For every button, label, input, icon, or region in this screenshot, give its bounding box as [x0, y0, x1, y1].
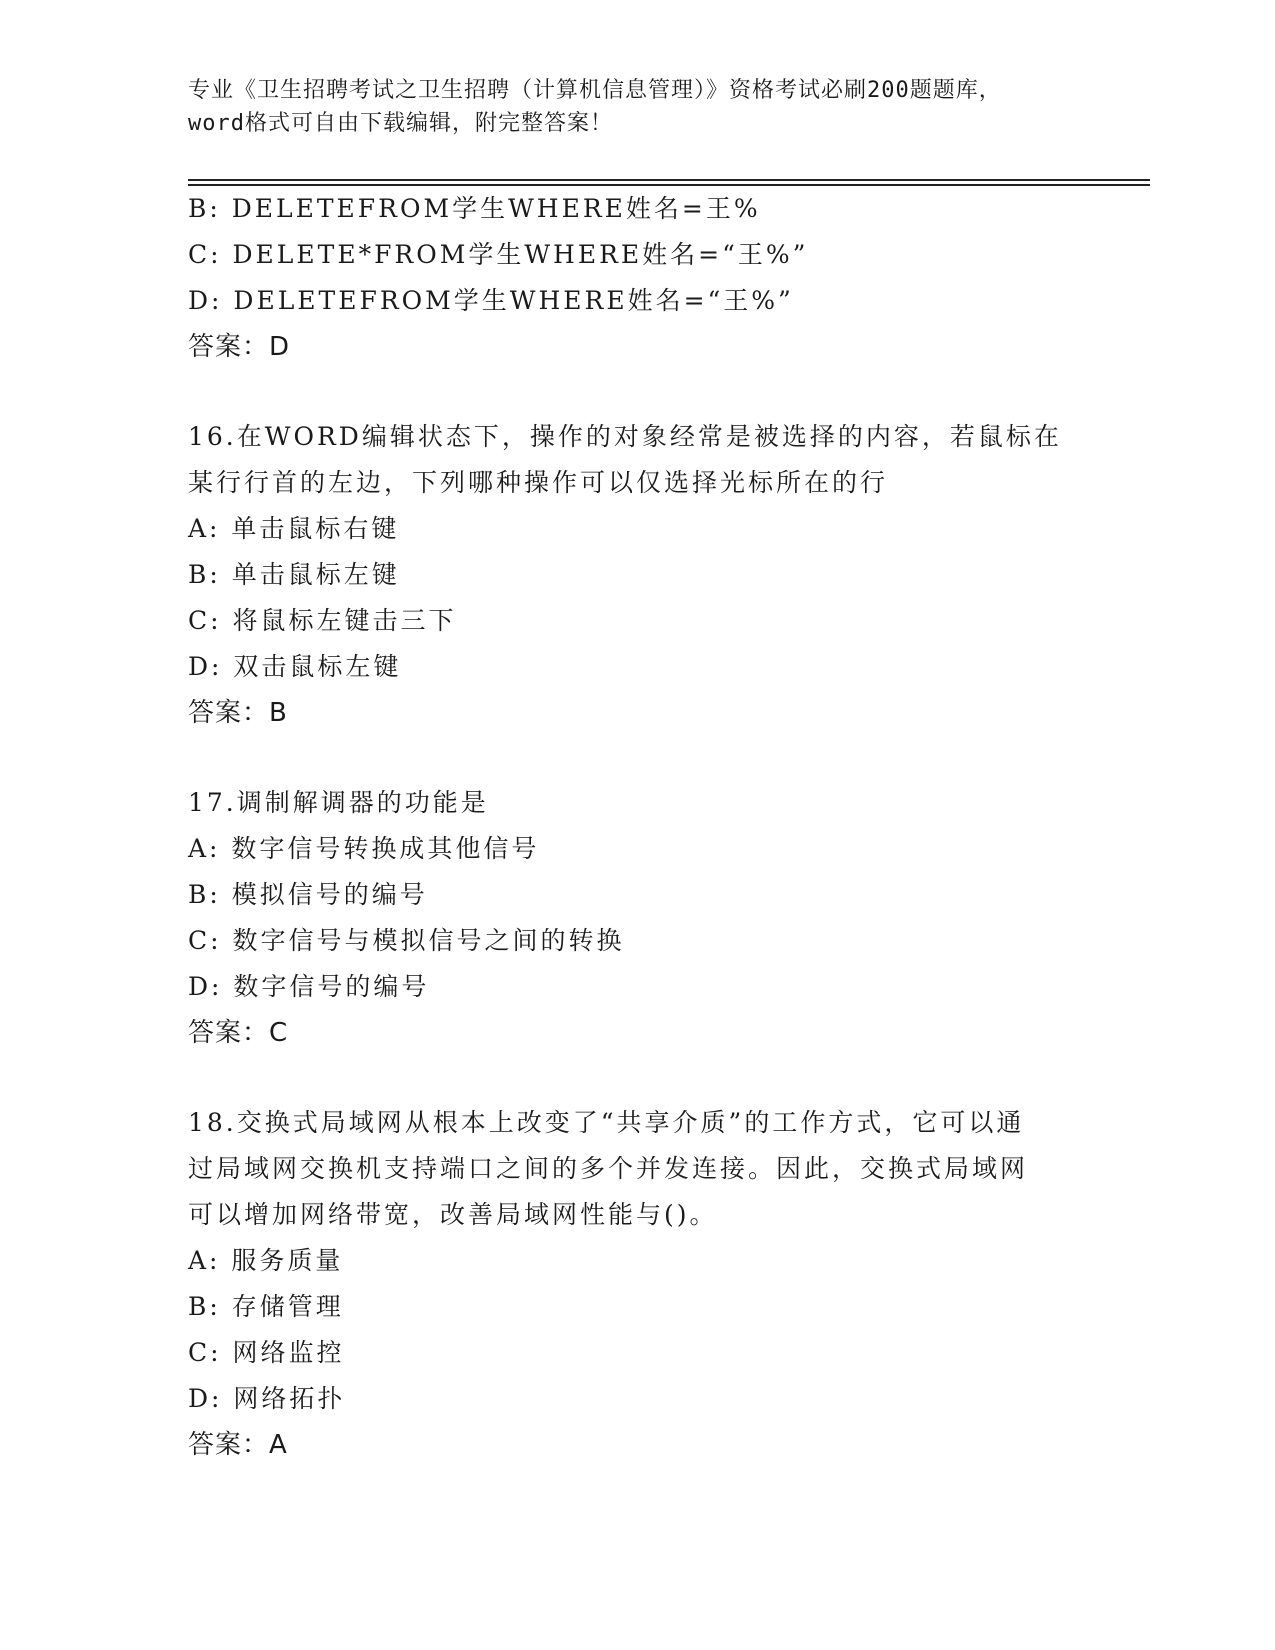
- answer: 答案：A: [188, 1430, 288, 1460]
- question-text: 某行行首的左边，下列哪种操作可以仅选择光标所在的行: [188, 468, 889, 497]
- header-line-1: 专业《卫生招聘考试之卫生招聘（计算机信息管理）》资格考试必刷200题题库，: [188, 78, 1002, 103]
- answer: 答案：C: [188, 1018, 289, 1048]
- question-17: [188, 780, 1088, 1056]
- question-18: [188, 1100, 1088, 1468]
- question-text: 16.在WORD编辑状态下，操作的对象经常是被选择的内容，若鼠标在: [188, 422, 1062, 451]
- document-header: [188, 74, 1088, 140]
- question-text: 过局域网交换机支持端口之间的多个并发连接。因此，交换式局域网: [188, 1154, 1029, 1183]
- header-line-2: word格式可自由下载编辑，附完整答案！: [188, 111, 613, 136]
- question-text: 17.调制解调器的功能是: [188, 788, 489, 817]
- option-a: A: 服务质量: [188, 1246, 344, 1275]
- answer: 答案：B: [188, 698, 288, 728]
- option-a: A: 数字信号转换成其他信号: [188, 834, 540, 863]
- option-b: B: 单击鼠标左键: [188, 560, 400, 589]
- option-d: D: 网络拓扑: [188, 1384, 346, 1413]
- option-c: C: 将鼠标左键击三下: [188, 606, 457, 635]
- option-c: C: 数字信号与模拟信号之间的转换: [188, 926, 625, 955]
- option-b: B: 模拟信号的编号: [188, 880, 428, 909]
- option-d: D: DELETEFROM学生WHERE姓名=“王%”: [188, 286, 794, 315]
- header-divider-top: [188, 179, 1150, 181]
- option-c: C: DELETE*FROM学生WHERE姓名=“王%”: [188, 240, 809, 269]
- question-15-tail: [188, 186, 1088, 370]
- document-body: [188, 186, 1088, 1468]
- option-c: C: 网络监控: [188, 1338, 345, 1367]
- option-b: B: 存储管理: [188, 1292, 344, 1321]
- option-a: A: 单击鼠标右键: [188, 514, 400, 543]
- question-16: [188, 414, 1088, 736]
- option-b: B: DELETEFROM学生WHERE姓名=王%: [188, 194, 761, 223]
- question-text: 可以增加网络带宽，改善局域网性能与()。: [188, 1200, 718, 1229]
- question-text: 18.交换式局域网从根本上改变了“共享介质”的工作方式，它可以通: [188, 1108, 1025, 1137]
- option-d: D: 双击鼠标左键: [188, 652, 402, 681]
- answer: 答案：D: [188, 332, 291, 362]
- option-d: D: 数字信号的编号: [188, 972, 430, 1001]
